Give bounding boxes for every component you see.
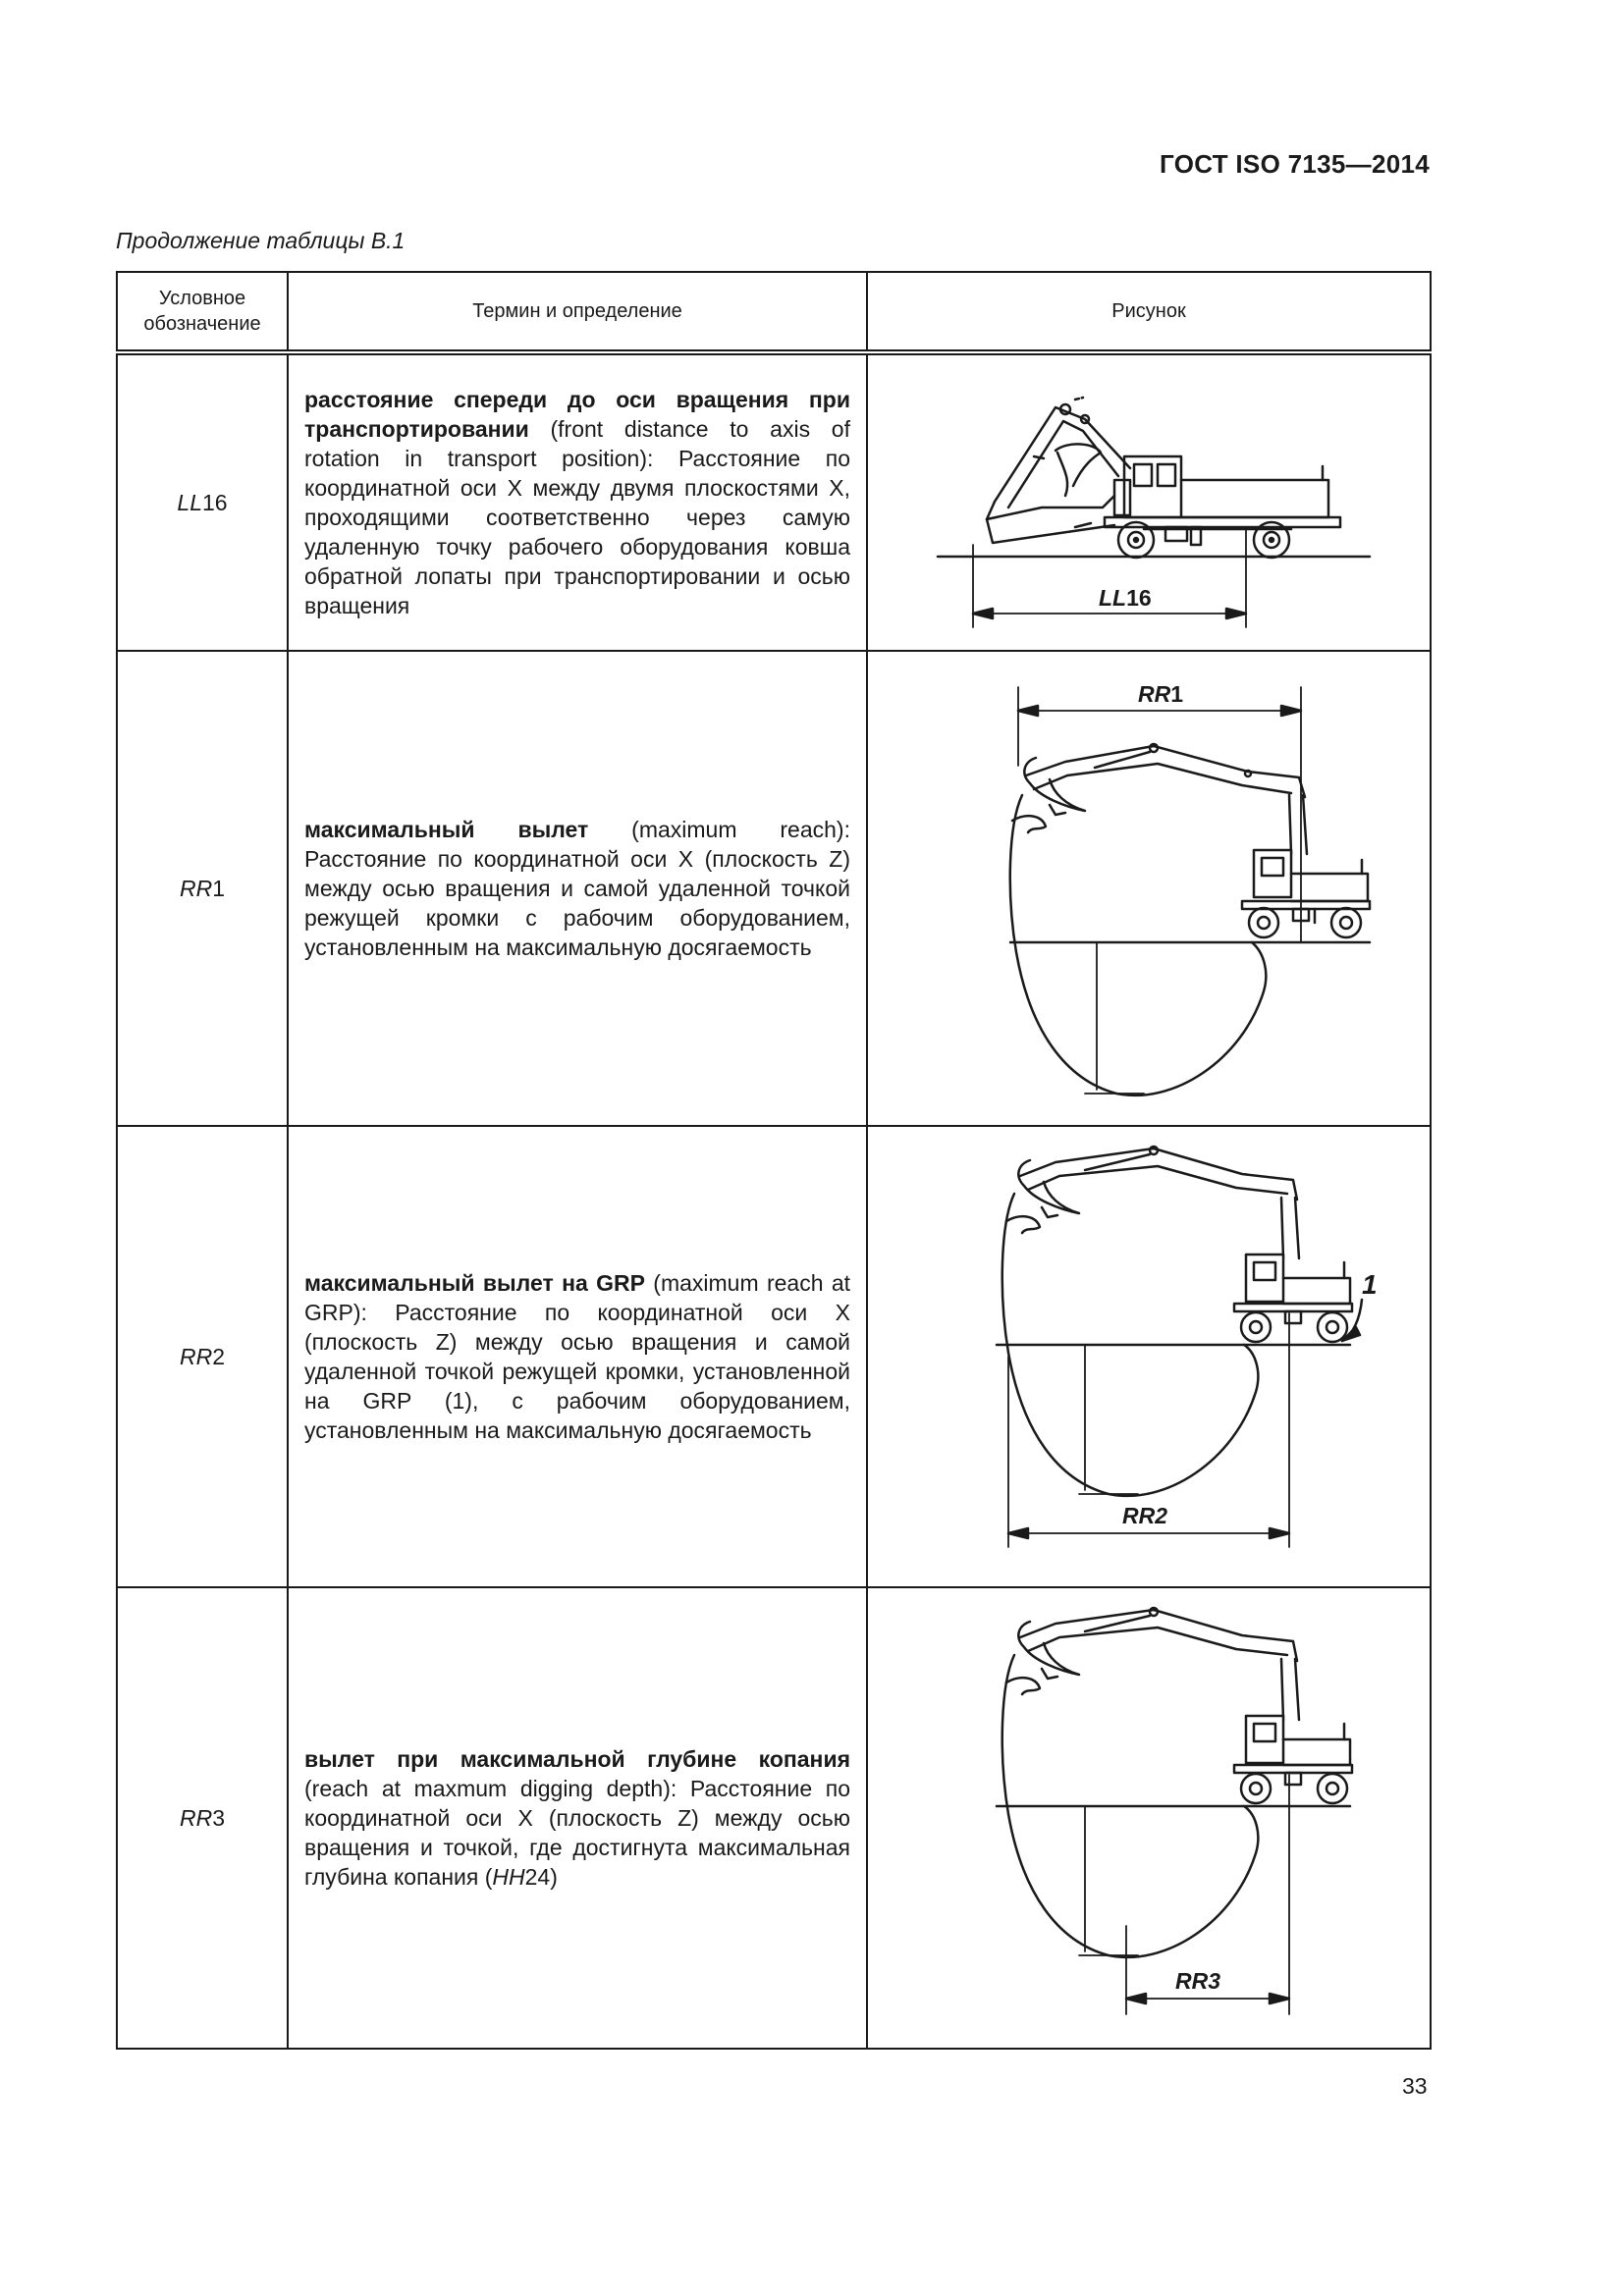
- figure-cell: [867, 352, 1431, 651]
- symbol-letters: RR: [179, 1804, 213, 1831]
- term-title: максимальный вылет: [304, 817, 589, 842]
- figure-label-number: 1: [1170, 681, 1184, 707]
- term-cell: [288, 1587, 867, 2049]
- figure-label-letters: RR: [1138, 681, 1171, 707]
- term-reference-number: 24: [524, 1864, 551, 1890]
- column-header-term: Термин и определение: [288, 272, 867, 352]
- excavator-reach-at-max-depth-figure: [918, 1592, 1380, 2044]
- svg-text:LL16: [1099, 585, 1152, 611]
- figure-label-number: 2: [1155, 1503, 1168, 1528]
- table-caption: Продолжение таблицы В.1: [116, 228, 406, 253]
- symbol-cell: [117, 1126, 288, 1587]
- symbol-letters: LL: [177, 489, 202, 515]
- term-definition-end: ): [550, 1864, 558, 1890]
- symbol-cell: [117, 352, 288, 651]
- svg-text:RR3: [1175, 1968, 1220, 1994]
- excavator-transport-figure: [918, 370, 1380, 635]
- table-row-rr1: [117, 651, 1431, 1126]
- term-title: вылет при максимальной глубине копания: [304, 1746, 850, 1772]
- symbol-letters: RR: [179, 875, 213, 901]
- term-title: расстояние спереди до оси вращения при транспортировании: [304, 387, 850, 442]
- term-definition: (front distance to axis of rotation in transport position): Расстояние по координатной оси X между двумя плоскостями X, проходящими соответственно через самую удаленную точку рабочего оборудования ковша обратной лопаты при транспортировании и осью вращения: [304, 416, 850, 618]
- symbol-cell: [117, 651, 288, 1126]
- svg-text:RR1: [1138, 681, 1183, 707]
- figure-cell: [867, 651, 1431, 1126]
- page-number: 33: [1402, 2073, 1428, 2099]
- figure-label-letters: LL: [1099, 585, 1127, 611]
- figure-cell: [867, 1587, 1431, 2049]
- column-header-symbol: Условное обозначение: [117, 272, 288, 352]
- excavator-reach-at-grp-figure: [918, 1131, 1380, 1582]
- figure-cell: [867, 1126, 1431, 1587]
- table-row-ll16: [117, 352, 1431, 651]
- term-cell: [288, 651, 867, 1126]
- figure-label-number: 3: [1208, 1968, 1221, 1994]
- symbol-number: 16: [202, 489, 228, 515]
- excavator-maximum-reach-figure: [918, 658, 1380, 1119]
- symbol-cell: [117, 1587, 288, 2049]
- symbol-number: 1: [212, 875, 226, 901]
- term-definition: (maximum reach): Расстояние по координатной оси X (плоскость Z) между осью вращения и самой удаленной точкой режущей кромки с рабочим оборудованием, установленным на максимальную досягаемость: [304, 817, 850, 960]
- svg-text:RR2: [1122, 1503, 1167, 1528]
- term-definition: (reach at maxmum digging depth): Расстояние по координатной оси X (плоскость Z) между осью вращения и точкой, где достигнута максимальная глубина копания (: [304, 1776, 850, 1890]
- figure-label-letters: RR: [1175, 1968, 1209, 1994]
- definitions-table: [116, 271, 1432, 2050]
- symbol-letters: RR: [179, 1343, 213, 1369]
- table-row-rr2: [117, 1126, 1431, 1587]
- standard-header: ГОСТ ISO 7135—2014: [1160, 149, 1430, 179]
- term-cell: [288, 352, 867, 651]
- table-row-rr3: [117, 1587, 1431, 2049]
- table-header-row: [117, 272, 1431, 352]
- symbol-number: 2: [212, 1343, 226, 1369]
- grp-callout-number: 1: [1362, 1269, 1378, 1300]
- term-definition: (maximum reach at GRP): Расстояние по координатной оси X (плоскость Z) между осью вращения и самой удаленной точкой режущей кромки, установленной на GRP (1), с рабочим оборудованием, установленным на максимальную досягаемость: [304, 1270, 851, 1443]
- figure-label-number: 16: [1126, 585, 1152, 611]
- symbol-number: 3: [212, 1804, 226, 1831]
- term-reference-letters: HH: [492, 1864, 525, 1890]
- term-cell: [288, 1126, 867, 1587]
- term-title: максимальный вылет на GRP: [304, 1270, 645, 1296]
- figure-label-letters: RR: [1122, 1503, 1156, 1528]
- column-header-figure: Рисунок: [867, 272, 1431, 352]
